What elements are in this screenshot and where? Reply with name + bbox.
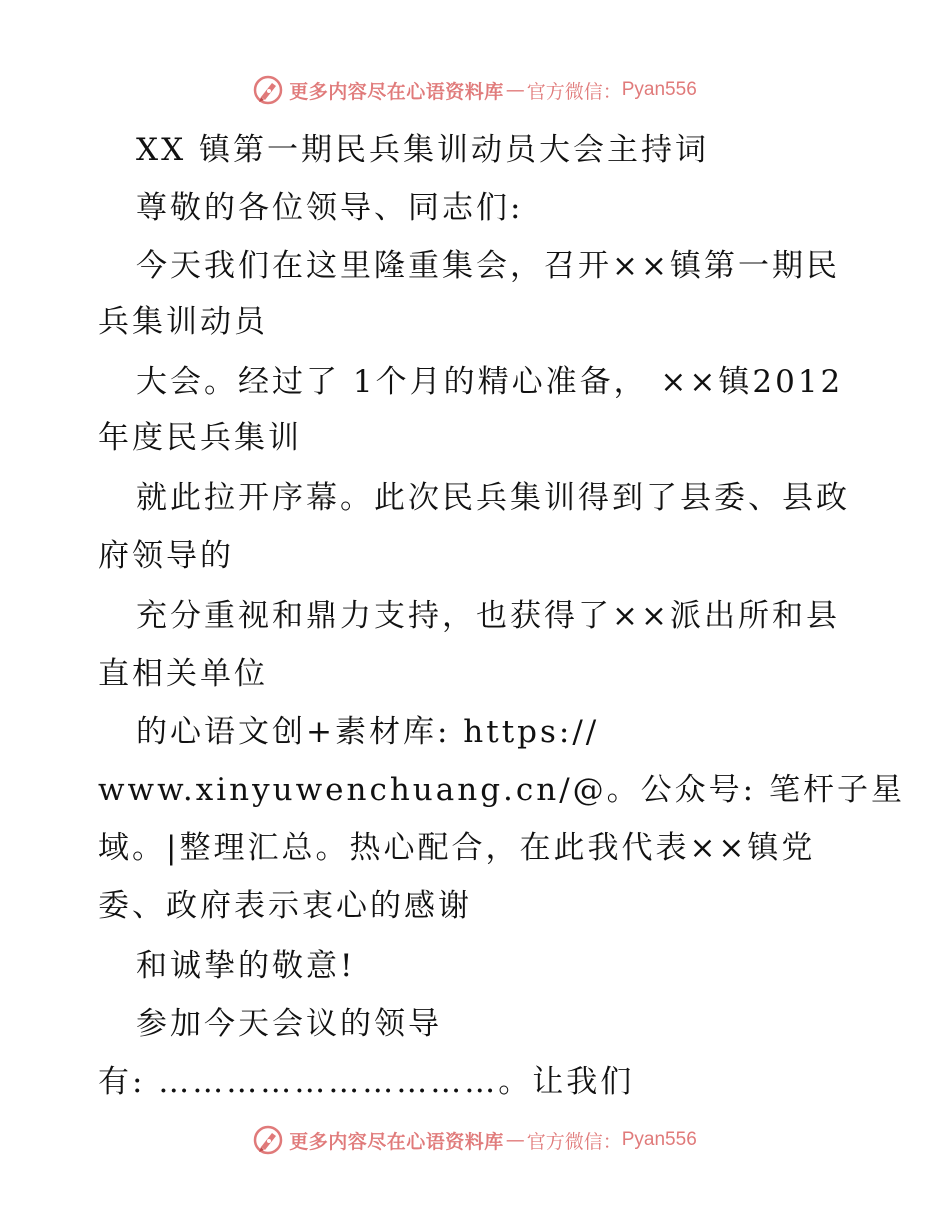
paragraph-line: 有: …………………………。让我们 bbox=[98, 1064, 635, 1100]
paragraph-line: 大会。经过了 1个月的精心准备， ××镇2012 bbox=[136, 364, 844, 400]
paragraph-line: www.xinyuwenchuang.cn/@。公众号: 笔杆子星 bbox=[98, 772, 905, 808]
paragraph-line: 今天我们在这里隆重集会，召开××镇第一期民 bbox=[136, 248, 840, 284]
paragraph-line: 域。|整理汇总。热心配合，在此我代表××镇党 bbox=[98, 830, 816, 866]
paragraph-line: 充分重视和鼎力支持，也获得了××派出所和县 bbox=[136, 598, 840, 634]
banner-wechat-id: Pyan556 bbox=[621, 79, 697, 100]
banner-dash: — bbox=[505, 1129, 525, 1151]
paragraph-line: 直相关单位 bbox=[98, 656, 268, 692]
salutation: 尊敬的各位领导、同志们: bbox=[136, 190, 524, 226]
paragraph-line: 兵集训动员 bbox=[98, 304, 268, 340]
footer-banner bbox=[0, 1122, 950, 1158]
banner-dash: — bbox=[505, 79, 525, 101]
paragraph-line: 府领导的 bbox=[98, 538, 234, 574]
banner-wechat-label: 官方微信： bbox=[526, 1130, 622, 1153]
banner-title: 更多内容尽在心语资料库 bbox=[289, 80, 504, 103]
paragraph-line: 就此拉开序幕。此次民兵集训得到了县委、县政 bbox=[136, 480, 850, 516]
banner-wechat-label: 官方微信： bbox=[526, 80, 622, 103]
banner-title: 更多内容尽在心语资料库 bbox=[289, 1130, 504, 1153]
pen-logo-icon bbox=[253, 75, 283, 105]
paragraph-line: 委、政府表示衷心的感谢 bbox=[98, 888, 472, 924]
banner-wechat-id: Pyan556 bbox=[621, 1129, 697, 1150]
header-banner bbox=[0, 72, 950, 108]
paragraph-line: 和诚挚的敬意! bbox=[136, 948, 356, 984]
pen-logo-icon bbox=[253, 1125, 283, 1155]
document-title: XX 镇第一期民兵集训动员大会主持词 bbox=[136, 132, 709, 168]
paragraph-line: 年度民兵集训 bbox=[98, 420, 302, 456]
paragraph-line: 参加今天会议的领导 bbox=[136, 1006, 442, 1042]
paragraph-line: 的心语文创+素材库: https:// bbox=[136, 714, 600, 750]
